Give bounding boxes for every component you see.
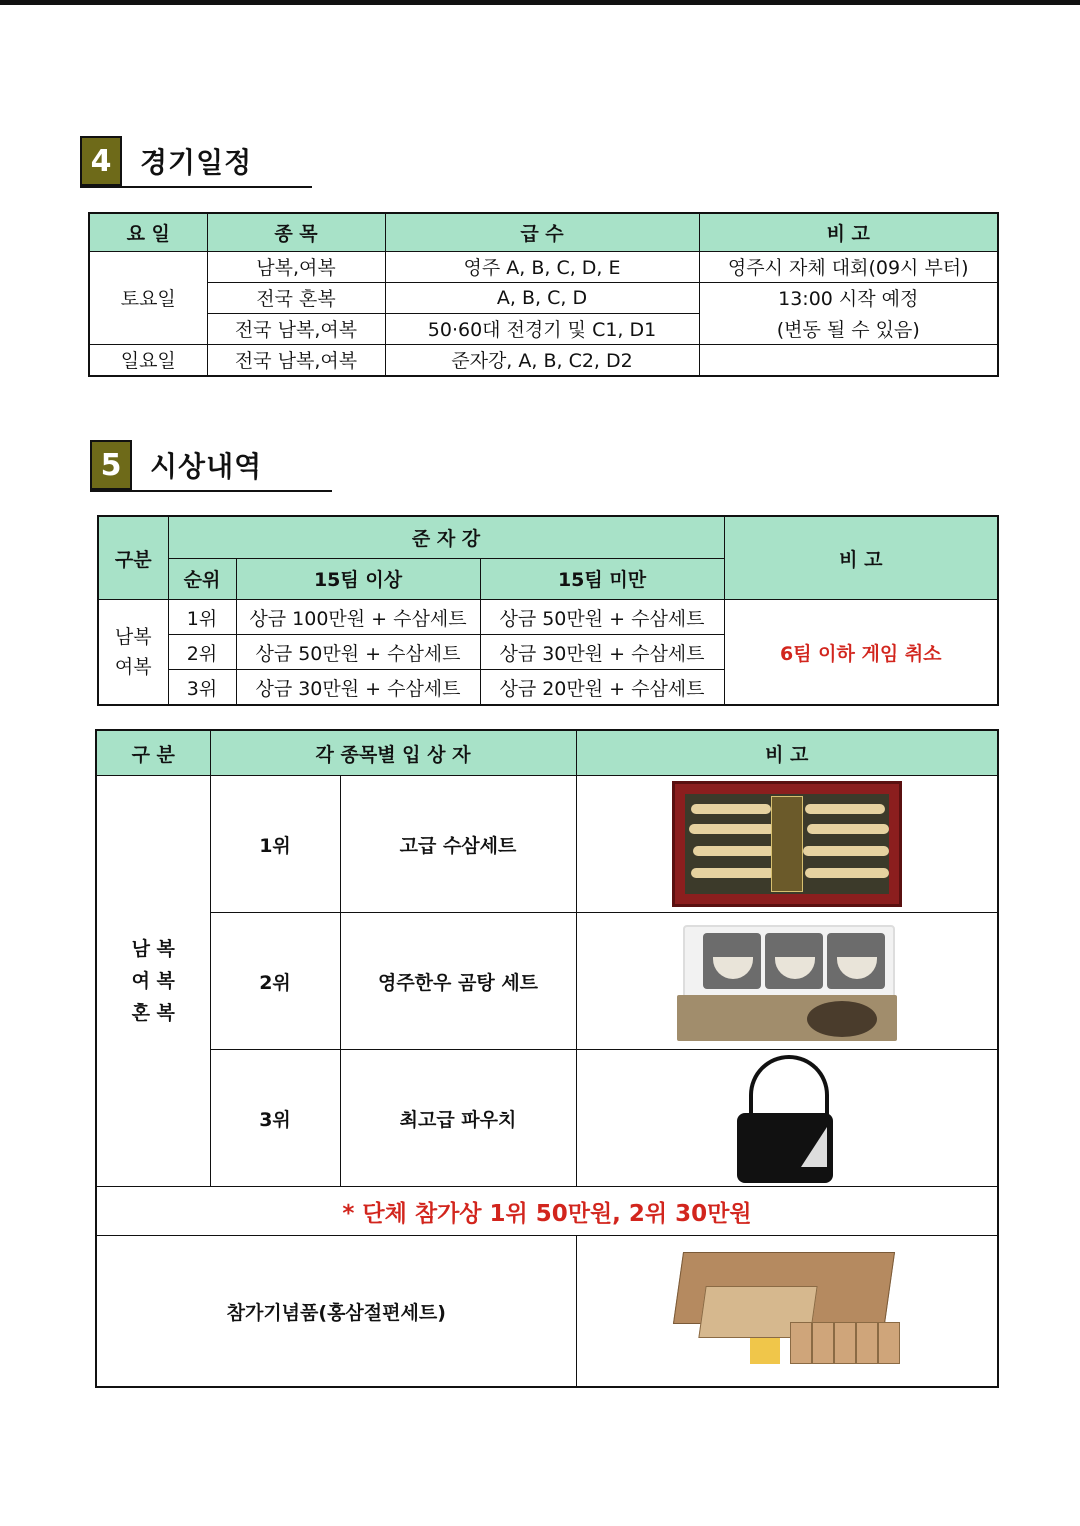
section-header-schedule: [80, 136, 252, 186]
header-note: 비 고: [699, 213, 998, 251]
rank-cell: 3위: [168, 670, 236, 706]
header-day: 요 일: [89, 213, 207, 251]
table-row: [96, 913, 998, 1050]
category-line: 혼 복: [131, 1002, 175, 1024]
section-title: 시상내역: [150, 450, 263, 483]
table-header-row: [89, 213, 998, 251]
header-division: 구 분: [96, 730, 210, 776]
table-row: [96, 1236, 998, 1388]
schedule-table: [88, 212, 999, 377]
header-group: 준 자 강: [168, 516, 724, 558]
top-border: [0, 0, 1080, 5]
header-rank: 순위: [168, 558, 236, 599]
grade-cell: 50·60대 전경기 및 C1, D1: [385, 313, 699, 344]
cancel-note: 6팀 이하 게임 취소: [724, 600, 998, 706]
category-cell: [96, 776, 210, 1187]
table-header-row: [98, 516, 998, 558]
table-row: [96, 1187, 998, 1236]
prize-over-cell: 상금 100만원 + 수삼세트: [236, 600, 480, 635]
section-number: 5: [90, 440, 132, 490]
team-award-note: * 단체 참가상 1위 50만원, 2위 30만원: [96, 1187, 998, 1236]
grade-cell: A, B, C, D: [385, 282, 699, 313]
red-ginseng-set-image: [672, 1246, 902, 1376]
category-line: 남 복: [131, 938, 175, 960]
image-cell: [576, 1236, 998, 1388]
item-cell: 최고급 파우치: [340, 1050, 576, 1187]
item-cell: 고급 수삼세트: [340, 776, 576, 913]
section-underline: [80, 186, 312, 188]
section-header-awards: [90, 440, 262, 490]
table-row: [98, 600, 998, 635]
header-winners: 각 종목별 입 상 자: [210, 730, 576, 776]
header-grade: 급 수: [385, 213, 699, 251]
gomtang-set-image: [673, 919, 901, 1043]
header-division: 구분: [98, 516, 168, 600]
grade-cell: 준자강, A, B, C2, D2: [385, 344, 699, 376]
header-over15: 15팀 이상: [236, 558, 480, 599]
prize-money-table: [97, 515, 999, 706]
section-title: 경기일정: [140, 146, 253, 179]
item-cell: 영주한우 곰탕 세트: [340, 913, 576, 1050]
header-note: 비 고: [576, 730, 998, 776]
day-saturday: 토요일: [89, 251, 207, 344]
table-row: [96, 1050, 998, 1187]
header-event: 종 목: [207, 213, 385, 251]
note-cell: 13:00 시작 예정: [699, 282, 998, 313]
header-note: 비 고: [724, 516, 998, 600]
souvenir-cell: 참가기념품(홍삼절편세트): [96, 1236, 576, 1388]
rank-cell: 2위: [210, 913, 340, 1050]
rank-cell: 3위: [210, 1050, 340, 1187]
day-sunday: 일요일: [89, 344, 207, 376]
category-line: 여 복: [131, 970, 175, 992]
prize-over-cell: 상금 50만원 + 수삼세트: [236, 635, 480, 670]
section-underline: [90, 490, 332, 492]
prize-under-cell: 상금 20만원 + 수삼세트: [480, 670, 724, 706]
event-cell: 전국 남복,여복: [207, 313, 385, 344]
prize-goods-table: [95, 729, 999, 1388]
rank-cell: 1위: [168, 600, 236, 635]
category-cell: 남복 여복: [98, 600, 168, 706]
table-row: [89, 251, 998, 282]
prize-under-cell: 상금 30만원 + 수삼세트: [480, 635, 724, 670]
image-cell: [576, 913, 998, 1050]
table-header-row: [96, 730, 998, 776]
image-cell: [576, 1050, 998, 1187]
table-row: [89, 344, 998, 376]
image-cell: [576, 776, 998, 913]
header-under15: 15팀 미만: [480, 558, 724, 599]
prize-over-cell: 상금 30만원 + 수삼세트: [236, 670, 480, 706]
table-row: [89, 282, 998, 313]
pouch-bag-image: [737, 1053, 837, 1183]
rank-cell: 1위: [210, 776, 340, 913]
note-cell: (변동 될 수 있음): [699, 313, 998, 344]
table-row: [89, 313, 998, 344]
note-cell: 영주시 자체 대회(09시 부터): [699, 251, 998, 282]
rank-cell: 2위: [168, 635, 236, 670]
table-row: [96, 776, 998, 913]
grade-cell: 영주 A, B, C, D, E: [385, 251, 699, 282]
prize-under-cell: 상금 50만원 + 수삼세트: [480, 600, 724, 635]
section-number: 4: [80, 136, 122, 186]
ginseng-set-image: [672, 781, 902, 907]
note-cell: [699, 344, 998, 376]
event-cell: 남복,여복: [207, 251, 385, 282]
event-cell: 전국 남복,여복: [207, 344, 385, 376]
event-cell: 전국 혼복: [207, 282, 385, 313]
